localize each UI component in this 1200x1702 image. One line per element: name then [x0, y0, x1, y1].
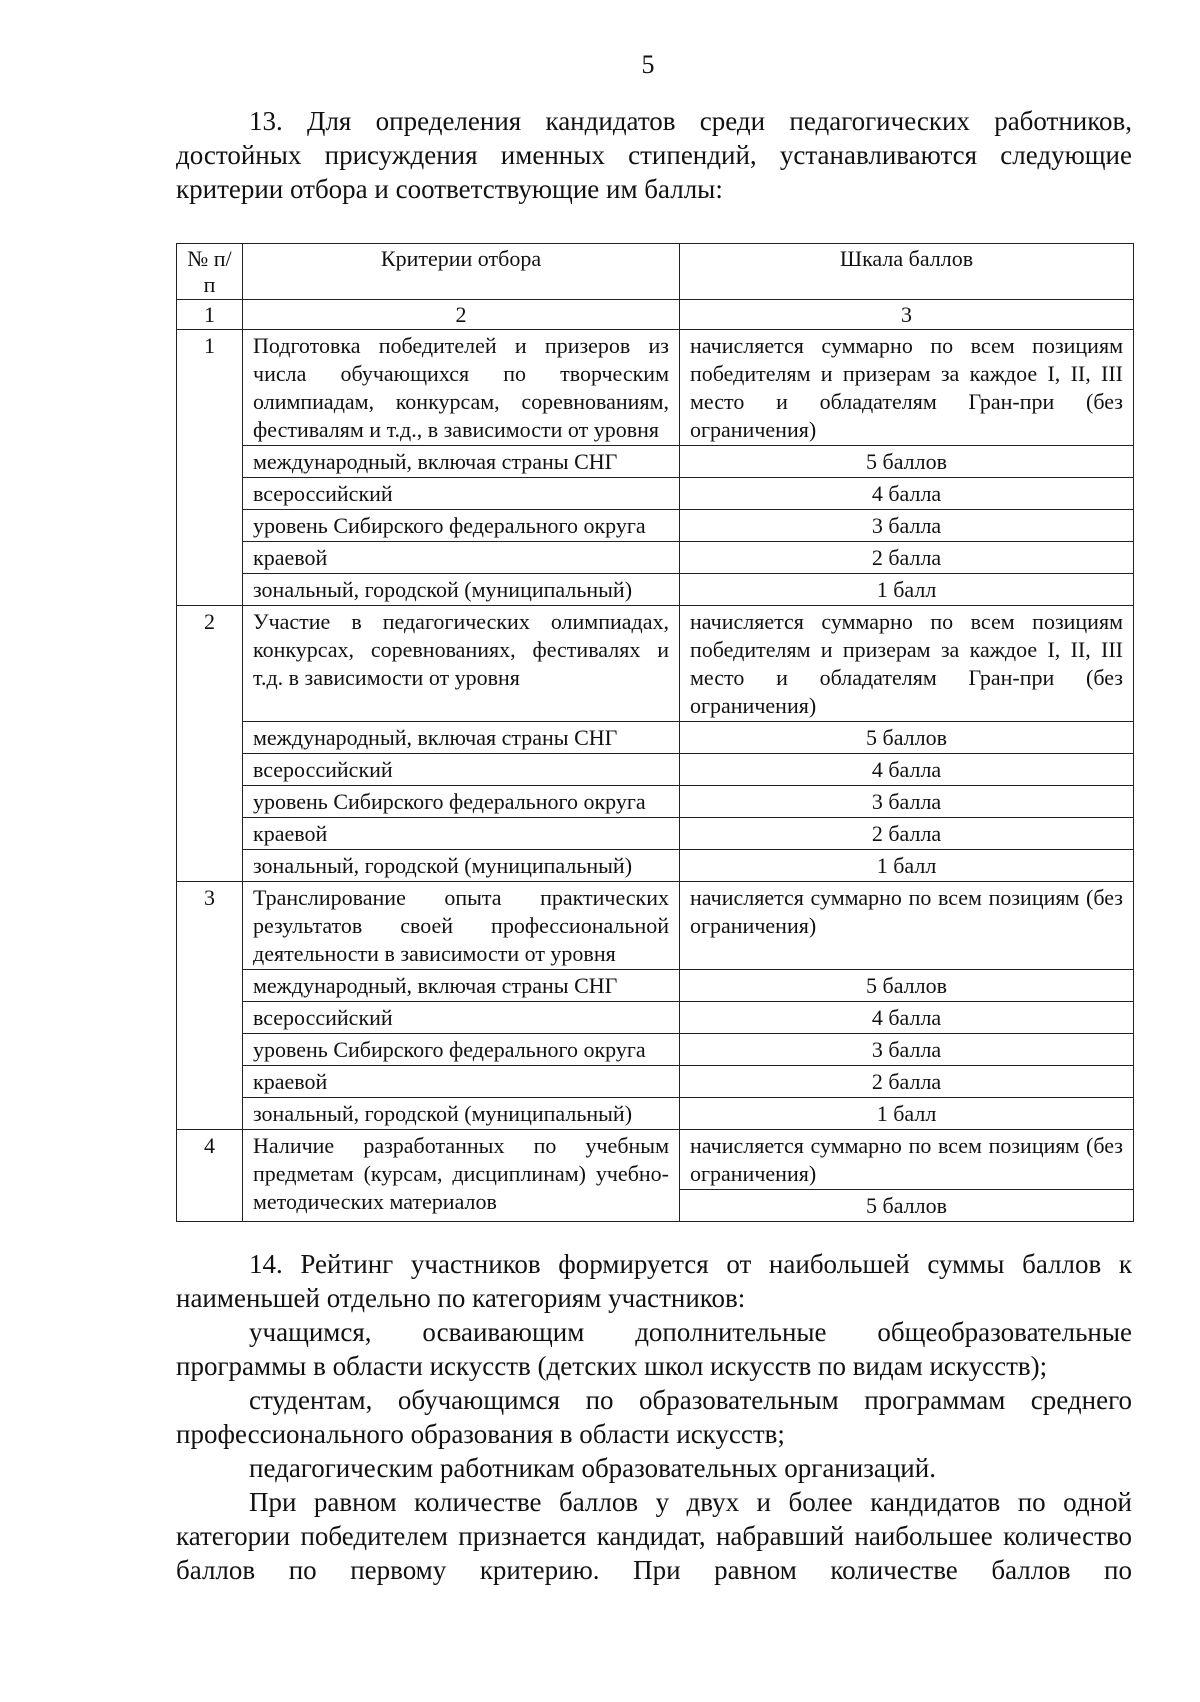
- col-number-1: 1: [177, 300, 243, 330]
- level-points: 1 балл: [680, 574, 1134, 606]
- table-row: [177, 446, 1134, 478]
- table-row: [177, 574, 1134, 606]
- table-row: [177, 882, 1134, 970]
- table-row: [177, 510, 1134, 542]
- level-label: всероссийский: [243, 478, 680, 510]
- level-points: 3 балла: [680, 510, 1134, 542]
- level-label: всероссийский: [243, 754, 680, 786]
- col-number-3: 3: [680, 300, 1134, 330]
- table-row: [177, 818, 1134, 850]
- level-label: международный, включая страны СНГ: [243, 446, 680, 478]
- level-points: 2 балла: [680, 542, 1134, 574]
- level-points: 4 балла: [680, 754, 1134, 786]
- level-label: международный, включая страны СНГ: [243, 970, 680, 1002]
- table-row: [177, 1098, 1134, 1130]
- section-2-criterion: Участие в педагогических олимпиадах, конкурсах, соревнованиях, фестивалях и т.д. в зависимости от уровня: [243, 606, 680, 722]
- paragraph-tie-rule: При равном количестве баллов у двух и более кандидатов по одной категории победителем признается кандидат, набравший наибольшее количество баллов по первому критерию. При равном количестве баллов по: [176, 1487, 1132, 1585]
- section-3-scale: начисляется суммарно по всем позициям (без ограничения): [680, 882, 1134, 970]
- level-points: 2 балла: [680, 818, 1134, 850]
- body-text: [176, 1247, 1132, 1587]
- table-col-numbers-row: [177, 300, 1134, 330]
- level-label: уровень Сибирского федерального округа: [243, 510, 680, 542]
- table-row: [177, 330, 1134, 446]
- section-4-scale: начисляется суммарно по всем позициям (без ограничения): [680, 1130, 1134, 1190]
- table-row: [177, 606, 1134, 722]
- header-criteria: Критерии отбора: [243, 244, 680, 300]
- level-points: 4 балла: [680, 478, 1134, 510]
- section-4-num: 4: [177, 1130, 243, 1222]
- table-row: [177, 754, 1134, 786]
- table-row: [177, 786, 1134, 818]
- level-points: 5 баллов: [680, 446, 1134, 478]
- level-points: 5 баллов: [680, 722, 1134, 754]
- section-1-criterion: Подготовка победителей и призеров из числа обучающихся по творческим олимпиадам, конкурсам, соревнованиям, фестивалям и т.д., в зависимости от уровня: [243, 330, 680, 446]
- table-row: [177, 1034, 1134, 1066]
- header-num: № п/п: [177, 244, 243, 300]
- paragraph-category-students-colleges: студентам, обучающимся по образовательным программам среднего профессионального образования в области искусств;: [176, 1385, 1132, 1449]
- section-2-num: 2: [177, 606, 243, 882]
- table-row: [177, 850, 1134, 882]
- section-2-scale: начисляется суммарно по всем позициям победителям и призерам за каждое I, II, III место и обладателям Гран-при (без ограничения): [680, 606, 1134, 722]
- level-label: краевой: [243, 1066, 680, 1098]
- section-4-points: 5 баллов: [680, 1190, 1134, 1222]
- level-label: краевой: [243, 542, 680, 574]
- level-points: 3 балла: [680, 1034, 1134, 1066]
- paragraph-category-teachers: педагогическим работникам образовательных организаций.: [249, 1453, 936, 1483]
- level-label: зональный, городской (муниципальный): [243, 1098, 680, 1130]
- level-label: зональный, городской (муниципальный): [243, 850, 680, 882]
- level-points: 3 балла: [680, 786, 1134, 818]
- level-label: международный, включая страны СНГ: [243, 722, 680, 754]
- table-row: [177, 1130, 1134, 1190]
- level-points: 5 баллов: [680, 970, 1134, 1002]
- header-scale: Шкала баллов: [680, 244, 1134, 300]
- table-row: [177, 1002, 1134, 1034]
- level-label: краевой: [243, 818, 680, 850]
- level-label: зональный, городской (муниципальный): [243, 574, 680, 606]
- level-points: 1 балл: [680, 1098, 1134, 1130]
- level-label: уровень Сибирского федерального округа: [243, 1034, 680, 1066]
- intro-block: [176, 104, 1132, 206]
- table-row: [177, 970, 1134, 1002]
- criteria-table: [176, 243, 1134, 1222]
- table-header-row: [177, 244, 1134, 300]
- table-row: [177, 1066, 1134, 1098]
- level-label: всероссийский: [243, 1002, 680, 1034]
- section-1-scale: начисляется суммарно по всем позициям победителям и призерам за каждое I, II, III место и обладателям Гран-при (без ограничения): [680, 330, 1134, 446]
- level-label: уровень Сибирского федерального округа: [243, 786, 680, 818]
- section-4-criterion: Наличие разработанных по учебным предметам (курсам, дисциплинам) учебно-методических материалов: [243, 1130, 680, 1222]
- level-points: 2 балла: [680, 1066, 1134, 1098]
- paragraph-category-students-schools: учащимся, осваивающим дополнительные общеобразовательные программы в области искусств (детских школ искусств по видам искусств);: [176, 1317, 1132, 1381]
- section-3-num: 3: [177, 882, 243, 1130]
- table-row: [177, 722, 1134, 754]
- level-points: 4 балла: [680, 1002, 1134, 1034]
- table-row: [177, 478, 1134, 510]
- intro-paragraph: 13. Для определения кандидатов среди педагогических работников, достойных присуждения именных стипендий, устанавливаются следующие критерии отбора и соответствующие им баллы:: [176, 106, 1132, 204]
- section-1-num: 1: [177, 330, 243, 606]
- col-number-2: 2: [243, 300, 680, 330]
- page-number: 5: [641, 50, 655, 79]
- level-points: 1 балл: [680, 850, 1134, 882]
- section-3-criterion: Транслирование опыта практических результатов своей профессиональной деятельности в зависимости от уровня: [243, 882, 680, 970]
- table-row: [177, 542, 1134, 574]
- paragraph-14: 14. Рейтинг участников формируется от наибольшей суммы баллов к наименьшей отдельно по категориям участников:: [176, 1249, 1132, 1313]
